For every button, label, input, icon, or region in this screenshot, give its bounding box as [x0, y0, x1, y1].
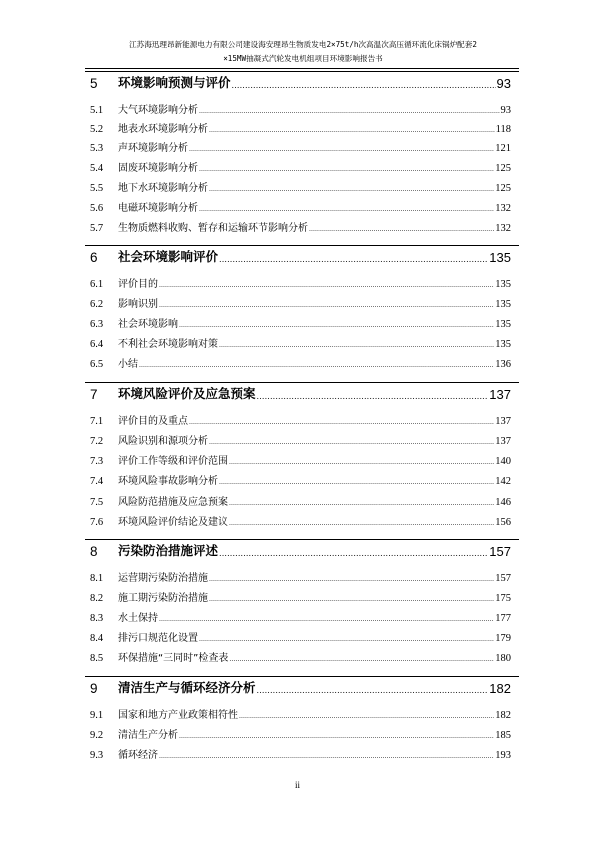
dot-leader: [209, 439, 494, 447]
toc-section-5-4[interactable]: [0, 160, 595, 176]
section-page-number: 146: [495, 497, 511, 508]
section-page-number: 135: [495, 339, 511, 350]
section-title: 评价目的及重点: [118, 416, 188, 427]
section-number: 7.5: [90, 497, 104, 508]
section-title: 评价目的: [118, 279, 158, 290]
section-number: 7.3: [90, 456, 104, 467]
section-page-number: 137: [495, 416, 511, 427]
section-number: 6.1: [90, 279, 104, 290]
dot-leader: [179, 322, 494, 330]
toc-section-5-6[interactable]: [0, 200, 595, 216]
toc-section-7-5[interactable]: [0, 494, 595, 510]
dot-leader: [229, 656, 494, 664]
section-number: 6.3: [90, 319, 104, 330]
dot-leader: [189, 419, 494, 427]
toc-section-9-2[interactable]: [0, 727, 595, 743]
section-page-number: 180: [495, 653, 511, 664]
section-title: 排污口规范化设置: [118, 633, 198, 644]
dot-leader: [159, 282, 494, 290]
section-page-number: 132: [495, 223, 511, 234]
chapter-title: 社会环境影响评价: [118, 249, 219, 264]
section-page-number: 135: [495, 279, 511, 290]
toc-section-7-3[interactable]: [0, 453, 595, 469]
section-title: 环保措施“三同时”检查表: [118, 653, 229, 664]
section-page-number: 177: [495, 613, 511, 624]
toc-section-6-1[interactable]: [0, 276, 595, 292]
section-title: 大气环境影响分析: [118, 105, 198, 116]
section-title: 电磁环境影响分析: [118, 203, 198, 214]
section-number: 7.1: [90, 416, 104, 427]
toc-section-8-5[interactable]: [0, 650, 595, 666]
chapter-page-number: 157: [489, 544, 511, 559]
dot-leader: [219, 342, 494, 350]
dot-leader: [219, 549, 488, 559]
dot-leader: [209, 127, 495, 135]
toc-section-8-4[interactable]: [0, 630, 595, 646]
section-page-number: 93: [500, 105, 511, 116]
chapter-page-number: 135: [489, 250, 511, 265]
section-page-number: 132: [495, 203, 511, 214]
toc-section-9-3[interactable]: [0, 747, 595, 763]
dot-leader: [239, 713, 494, 721]
section-title: 国家和地方产业政策相符性: [118, 710, 238, 721]
toc-section-6-5[interactable]: [0, 356, 595, 372]
section-page-number: 137: [495, 436, 511, 447]
dot-leader: [229, 459, 494, 467]
dot-leader: [159, 616, 494, 624]
dot-leader: [219, 255, 488, 265]
toc-section-7-1[interactable]: [0, 413, 595, 429]
section-title: 评价工作等级和评价范围: [118, 456, 228, 467]
section-number: 6.4: [90, 339, 104, 350]
page-footer-number: ii: [294, 780, 300, 790]
section-page-number: 118: [495, 124, 511, 135]
dot-leader: [199, 108, 500, 116]
section-title: 风险识别和源项分析: [118, 436, 208, 447]
chapter-number: 8: [90, 544, 98, 559]
section-number: 9.1: [90, 710, 104, 721]
section-page-number: 156: [495, 517, 511, 528]
section-page-number: 182: [495, 710, 511, 721]
dot-leader: [199, 636, 494, 644]
dot-leader: [159, 302, 494, 310]
section-title: 施工期污染防治措施: [118, 593, 208, 604]
section-number: 8.3: [90, 613, 104, 624]
section-title: 不利社会环境影响对策: [118, 339, 218, 350]
dot-leader: [189, 146, 494, 154]
chapter-page-number: 93: [496, 76, 511, 91]
section-number: 8.4: [90, 633, 104, 644]
toc-section-5-5[interactable]: [0, 180, 595, 196]
toc-chapter-9[interactable]: [0, 676, 595, 698]
section-title: 小结: [118, 359, 138, 370]
section-number: 5.1: [90, 105, 104, 116]
chapter-number: 5: [90, 76, 98, 91]
section-number: 5.2: [90, 124, 104, 135]
dot-leader: [179, 733, 494, 741]
section-page-number: 135: [495, 299, 511, 310]
section-number: 9.3: [90, 750, 104, 761]
section-page-number: 193: [495, 750, 511, 761]
section-number: 7.6: [90, 517, 104, 528]
chapter-title: 清洁生产与循环经济分析: [118, 680, 256, 695]
toc-chapter-6[interactable]: [0, 245, 595, 267]
section-number: 8.1: [90, 573, 104, 584]
chapter-title: 环境风险评价及应急预案: [118, 386, 256, 401]
section-page-number: 121: [495, 143, 511, 154]
section-title: 生物质燃料收购、暂存和运输环节影响分析: [118, 223, 308, 234]
section-page-number: 140: [495, 456, 511, 467]
section-number: 8.5: [90, 653, 104, 664]
chapter-title: 环境影响预测与评价: [118, 75, 231, 90]
section-page-number: 135: [495, 319, 511, 330]
section-number: 7.4: [90, 476, 104, 487]
section-number: 6.5: [90, 359, 104, 370]
toc-chapter-8[interactable]: [0, 539, 595, 561]
toc-section-6-4[interactable]: [0, 336, 595, 352]
section-page-number: 179: [495, 633, 511, 644]
section-number: 5.6: [90, 203, 104, 214]
toc-section-6-3[interactable]: [0, 316, 595, 332]
section-page-number: 157: [495, 573, 511, 584]
toc-section-9-1[interactable]: [0, 707, 595, 723]
dot-leader: [209, 596, 494, 604]
toc-chapter-5[interactable]: [0, 71, 595, 93]
section-page-number: 125: [495, 183, 511, 194]
section-page-number: 185: [495, 730, 511, 741]
section-title: 固废环境影响分析: [118, 163, 198, 174]
toc-section-7-6[interactable]: [0, 514, 595, 530]
chapter-number: 6: [90, 250, 98, 265]
dot-leader: [159, 753, 494, 761]
toc-section-8-1[interactable]: [0, 570, 595, 586]
toc-chapter-7[interactable]: [0, 382, 595, 404]
chapter-number: 9: [90, 681, 98, 696]
toc-section-8-2[interactable]: [0, 590, 595, 606]
dot-leader: [139, 362, 494, 370]
section-number: 5.5: [90, 183, 104, 194]
dot-leader: [209, 186, 494, 194]
dot-leader: [257, 392, 489, 402]
dot-leader: [199, 166, 494, 174]
section-title: 社会环境影响: [118, 319, 178, 330]
chapter-number: 7: [90, 387, 98, 402]
section-title: 地下水环境影响分析: [118, 183, 208, 194]
section-page-number: 142: [495, 476, 511, 487]
chapter-title: 污染防治措施评述: [118, 543, 219, 558]
dot-leader: [229, 500, 494, 508]
dot-leader: [199, 206, 494, 214]
toc-section-8-3[interactable]: [0, 610, 595, 626]
chapter-page-number: 182: [489, 681, 511, 696]
dot-leader: [309, 226, 494, 234]
chapter-page-number: 137: [489, 387, 511, 402]
section-title: 环境风险事故影响分析: [118, 476, 218, 487]
section-title: 运营期污染防治措施: [118, 573, 208, 584]
section-page-number: 175: [495, 593, 511, 604]
section-number: 9.2: [90, 730, 104, 741]
toc-section-5-7[interactable]: [0, 220, 595, 236]
toc-section-7-4[interactable]: [0, 473, 595, 489]
section-number: 5.4: [90, 163, 104, 174]
section-number: 6.2: [90, 299, 104, 310]
section-title: 影响识别: [118, 299, 158, 310]
section-page-number: 136: [495, 359, 511, 370]
header-line-2: ×15MW抽凝式汽轮发电机组项目环境影响报告书: [223, 54, 383, 63]
dot-leader: [209, 576, 494, 584]
header-line-1: 江苏海迅理昂新能源电力有限公司建设海安理昂生物质发电2×75t/h次高温次高压循环流化床锅炉配套2: [129, 40, 477, 49]
section-title: 清洁生产分析: [118, 730, 178, 741]
section-title: 循环经济: [118, 750, 158, 761]
section-number: 5.3: [90, 143, 104, 154]
dot-leader: [229, 520, 494, 528]
toc-section-5-2[interactable]: [0, 121, 595, 137]
section-title: 环境风险评价结论及建议: [118, 517, 228, 528]
section-number: 7.2: [90, 436, 104, 447]
section-title: 风险防范措施及应急预案: [118, 497, 228, 508]
section-title: 声环境影响分析: [118, 143, 188, 154]
dot-leader: [232, 81, 496, 91]
toc-section-7-2[interactable]: [0, 433, 595, 449]
toc-section-5-3[interactable]: [0, 140, 595, 156]
section-number: 8.2: [90, 593, 104, 604]
toc-section-5-1[interactable]: [0, 102, 595, 118]
dot-leader: [219, 479, 494, 487]
toc-section-6-2[interactable]: [0, 296, 595, 312]
section-title: 水土保持: [118, 613, 158, 624]
section-number: 5.7: [90, 223, 104, 234]
dot-leader: [257, 686, 489, 696]
section-title: 地表水环境影响分析: [118, 124, 208, 135]
section-page-number: 125: [495, 163, 511, 174]
